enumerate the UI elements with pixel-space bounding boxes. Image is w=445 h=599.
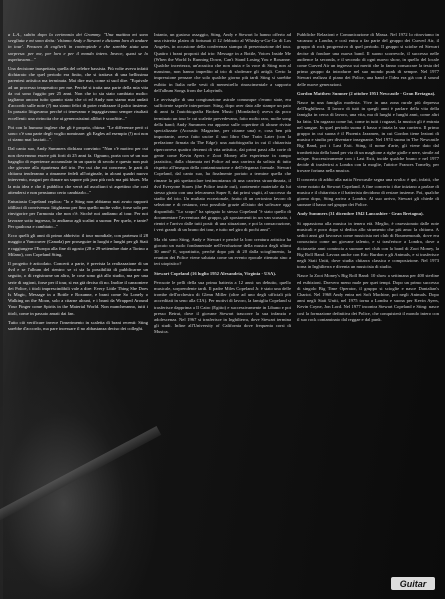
col1-paragraph: Ecco quelli gli anni di primo abbrivio: il tour mondiale, con partenza il 28 maggio a Vancouver (Canada) per proseguire in luoghi e lunghi per gli Stati e raggiungere l'Europa alla fine di agosto (28 e 29 settembre date a Torino a Milano), con Copeland Sting. <box>8 233 148 257</box>
col1-paragraph: a L.A., subito dopo la cerimonia dei Grammy. "Una mattina mi sono svegliata e mi sono detta: 'chiamo Andy e Stewart e diciamo loro di andare in tour'. Pensavo di coglierli in contropiede e che sarebbe stata una sorpresa: per me, per loro e per il mondo intero. Invece, quasi se lo aspettavano..." <box>8 32 148 62</box>
col3-paragraph: Si appassiona alla musica in tenera età. Meglio, è ossessionato dalle note musicali e poco dopo si dedica allo strumento che più ama: la chitarra. A sedici anni già lavorava come musicista nei club di Bournemouth, dove era conosciuto come un giovane talento, e si trasferisce a Londra, dove a diciassette anni comincia a suonare nei club con la band di Zoot Money, la Big Roll Band. Lavora anche con Eric Burdon e gli Animals, e si trasferisce negli Stati Uniti, dove studia chitarra classica e composizione. Nel 1973 torna in Inghilterra e diventa un musicista di studio. <box>297 220 439 270</box>
guitar-photo-background <box>0 360 160 599</box>
col3-paragraph: Gordon Matthew Sumner (2 ottobre 1951 Newcastle - Gran Bretagna). <box>297 90 436 96</box>
col3-paragraph: Il concerto di addio alla natia Newcastle segna una svolta: è qui, infatti, che viene notato da Stewart Copeland. A fine concerto i due iniziano a parlare di musica e il chitarrista e il batterista decidono di restare insieme. Poi, qualche giorno dopo, Sting arriva a Londra. Al suo arrivo, Stewart gli chiede di suonare il basso nel gruppo dei Police. <box>297 177 439 208</box>
col3-paragraph: Andy Summers (31 dicembre 1942 Lancashire - Gran Bretagna). <box>297 211 424 217</box>
col2-paragraph: Le avvisaglie di una congiunzione astrale comunque c'erano state, era sufficiente saperle interpretare. Sting, dopo aver dato alle stampe un paio di anni fa l'autobiografia Broken Music (Mondadori) aveva da poco terminato un tour le cui scalette prevedevano, fatto molto raro, molte song della band; Andy Summers era apparso sulle copertine di alcune riviste specializzate (Acoustic Magazine, per citarne una) e, cosa ben più importante, aveva fatto uscire il suo libro One Train Later (con la prefazione firmata da The Edge): una autobiografia in cui il chitarrista ripercorreva quattro decenni di vita artistica, dai primi passi alla corte di gente come Kevin Ayers e Zoot Money alle esperienze in campo jazzistico, dalla chiamata nei Police ad una carriera da solista di tutto rispetto all'insegna della contaminazione e dell'eleganza formale. Stewart Copeland, dal canto suo, ha finalmente portato a termine quella che rimane la più spettacolare testimonianza di una carriera straordinaria, il dvd Everyone Stares (the Police inside out), contenente materiale da lui stesso girato con una telecamera Super 8, dai primi vagiti, al successo da stadio del trio. Un multato eccezionale, frutto di un certosino lavoro di selezione e di restauro, reso possibile grazie all'aiuto dei software oggi disponibili. "Lo scopo" ha spiegato lo stesso Copeland "è stato quello di documentare l'avventura del gruppo, gli spostamenti in un van scassato, i rientri e l'arrivo dalle tutti posti: di una situazione, e poi la consacrazione, i veri grandi di un brano dei tour, e tutto nel giro di pochi anni". <box>154 97 291 233</box>
col2-paragraph: Stewart Copeland (16 luglio 1952 Alexandria, Virginia - USA). <box>154 270 276 276</box>
col1-paragraph: Una decisione inaspettata, quella del celebre bassista. Più volte aveva infatti dichiarato che quel periodo era finito, che si trattava di una bellissima parentesi artistica ma terminata. Mai dire mai, come si suol dire. "Equivale ad un processo terapeutico per me. Perché si tratta una parte della mia vita da cui sono fuggito per 25 anni. Non che io sia stato cambiato molto: tagliamo ancora tutto quanto stato che ci ed Andy non siamo mai andati d'accordo sulle note (?) ma siamo felici di poter realizzare il palco insieme. In passato litigavamo perché ci tenevamo e ingaggiavamo sempre risultati eccellenti: una rivincita che ai generosissimi allibri è sconfitte..." <box>8 66 148 121</box>
col3-paragraph: Nasce la Zoot Money's Big Roll Band: 10 show a settimana per 400 sterline ed esibizioni. Davvero meno male per quei tempi. Dopo un primo successo di singolo Big Time Operator, il gruppo si scioglie e nasce Dantalian's Chariot. Nel 1968 Andy entra nei Soft Machine, poi negli Animals. Dopo anni negli Stati Uniti, nel 1975 torna a Londra e suona per Kevin Ayers, Kevin Coyne, Jon Lord. Nel 1977 incontra Stewart Copeland e Sting: nasce così la formazione definitiva dei Police, che conquisterà il mondo intero con il suo rock contaminato dal reggae e dal punk. <box>297 273 439 322</box>
text-column-2 <box>154 32 291 339</box>
col2-paragraph: Intanto, un gustoso assaggio, Sting, Andy e Stewart lo hanno offerto ad una ristretta platea di fortunati il 12 febbraio al Whisky-a-Go-Go di Los Angeles, in occasione della conferenza stampa di presentazione del tour. Quattro i brani proposti dal trio: Message in a Bottle, Voices Inside Me (When the World Is Running Down, Can't Stand Losing You e Roxanne. Qualche incertezza, un'acustica che non aiuta e la voce di Sting non al massimo, non hanno impedito al trio di sfoderare gli artigli. Certo la impressione pensare che solo qualche giorno più tardi Sting si sarebbe esibito in Italia nelle vesti di menestrello rinascimentale a supporto dell'album Songs from the Labyrinth. <box>154 32 291 93</box>
col2-paragraph: Percuote le pelli della sua prima batteria a 12 anni: un debutto, quello musicale, sorprendente tardi. Il padre Miles Copeland Jr. è stato una delle trombe dell'orchestra di Glenn Miller (oltre ad uno degli ufficiali più accreditati in seno alla CIA). Per motivi di lavoro, la famiglia Copeland si trasferisce dapprima a Il Cairo (Egitto) e successivamente in Libano e poi presso Beirut, dove il giovane Stewart trascorre la sua infanzia e adolescenza. Nel 1967 si trasferisce in Inghilterra, dove Stewart termina gli studi. Infine all'University of California dove frequenta corsi di Musica. <box>154 279 291 335</box>
col1-paragraph: Poi con lo humour inglese che gli è proprio, chiosa: "Le differenze però ci sono: c'è una parte degli voglio nominare: gli Eagles ad esempio (!) noi non ci siamo mai lasciati...". <box>8 124 148 143</box>
col3-paragraph: Pubbliche Relazioni e Comunicazione di Massa. Nel 1972 lo ritroviamo in vacanza: a Londra, e così entra a far parte del gruppo dei Curved Air, il gruppo di rock progressivo di quel periodo. Il gruppo si sciolse ed Stewart decise di fondare una nuova band. Il suono scorrevole, il successo nelle audience la seconda, e il secondo di ogni nuovo show, in quello del locale come Curved Air un ingresso sui meriti che lo fanno consacrare la testa del primo gruppo da introdurre nel suo mondo punk di sempre. Nel 1977 Stewart realizza il piano dei Police, una band e l'idea era già con il sound delle nuove generazioni. <box>297 32 439 87</box>
col3-paragraph: Nasce in una famiglia modesta. Vive in una zona rurale più depressa dell'Inghilterra. Il lavoro di tutti in quegli anni è parlare della vita della famiglia in cerca di lavoro, una vita, ma di lunghi e lunghi anni, come altri ha fatto. Un ragazzo come lui, come in tutti i ragazzi, la musica gli è entrata nel sangue. In quel periodo suona il basso e inizia la sua carriera. Il primo gruppo in cui suona è il Phoenix Jazzmen, in cui Gordon tiene lezioni di musica e studia per diventare insegnante. Nel 1974 suona in The Newcastle Big Band, poi i Last Exit. Sting, il nome d'arte, gli viene dato dal trombettista della band per via di un maglione a righe gialle e nere, simile ad un'ape. Successivamente con i Last Exit, incide qualche brano e nel 1977 decide di trasferirsi a Londra con la moglie, l'attrice Frances Tomelty, per trovare fortuna nella musica. <box>297 100 439 174</box>
col1-paragraph: Entusiasta Copeland replica: "Io e Sting non abbiamo mai avuto rapporti idilliaci di convivenza: litighiamo per fino quello molte volte, forse solo per rinvigorire per l'armonia che non c'è. Sicché noi andiamo al tour. Per noi lavorare sotto ingresso, lo andiamo agli scalini a suonar. Per quelo, e tante? Per qualcosa e cambiato..." <box>8 199 148 229</box>
col2-paragraph: Ma chi sono Sting, Andy e Stewart e perché la loro creatura artistica ha giocato un ruolo fondamentale nell'evoluzione della musica degli ultimi 30 anni? E, soprattutto, perché dopo più di 20 dalla scioglimento, la reunion dei Police viene salutata come un evento epocale ritenuto sino a ieri utopistico? <box>154 236 291 267</box>
col1-paragraph: Dal canto suo, Andy Summers dichiara convinto: "Non c'è motivo per cui non dovremmo essere più forti di 25 anni fa. Ognuno, porta con sé un suo bagaglio di esperienze accumulate in un quarto di secolo e questo non può che giovare alla ripartenza del trio. Per cui che mi concerne, le parti di chitarra tenderanno a rimanere fedeli all'originale, in alcuni quadri nuovo intervento, magari per donare un sapore più jazz più rock ma più blues. Ma la mia idea e che il pubblico che verrà ad ascoltarci si aspettino che così attendersi e non pensiamo certo cambiarlo..." <box>8 146 148 195</box>
text-column-3 <box>297 32 439 326</box>
magazine-logo: Guitar <box>391 577 435 590</box>
text-column-1 <box>8 32 148 335</box>
col1-paragraph: Il progetto è articolato. Concerti a parte, è prevista la realizzazione di un dvd e se l'album del rientro: se ci sia la possibilità di pubblicarne un seguito, o di registrarne un altro, le cose sono già allo studio, ma per una serie di ragioni, forse per il tour, si era già deciso di no. Inoltre il canzoniere dei Police, i titoli imprescindibili vale a dire: Every Little Thing She Does Is Magic, Message in a Bottle e Roxanne, e brani come So Lonely o Walking on the Moon, solo a citarne alcuni, e i brani da Wrapped Around Your Finger come Spirits in the Material World. Non mancheranno, tutti i titoli, come in passato amati dai fan. <box>8 260 148 316</box>
col1-paragraph: Tutto ciò verificare invece l'inserimento in scaletta di brani recenti: Sting sarebbe d'accordo, ma pare incessare il no abbastanza deciso dei colleghi. <box>8 319 148 331</box>
